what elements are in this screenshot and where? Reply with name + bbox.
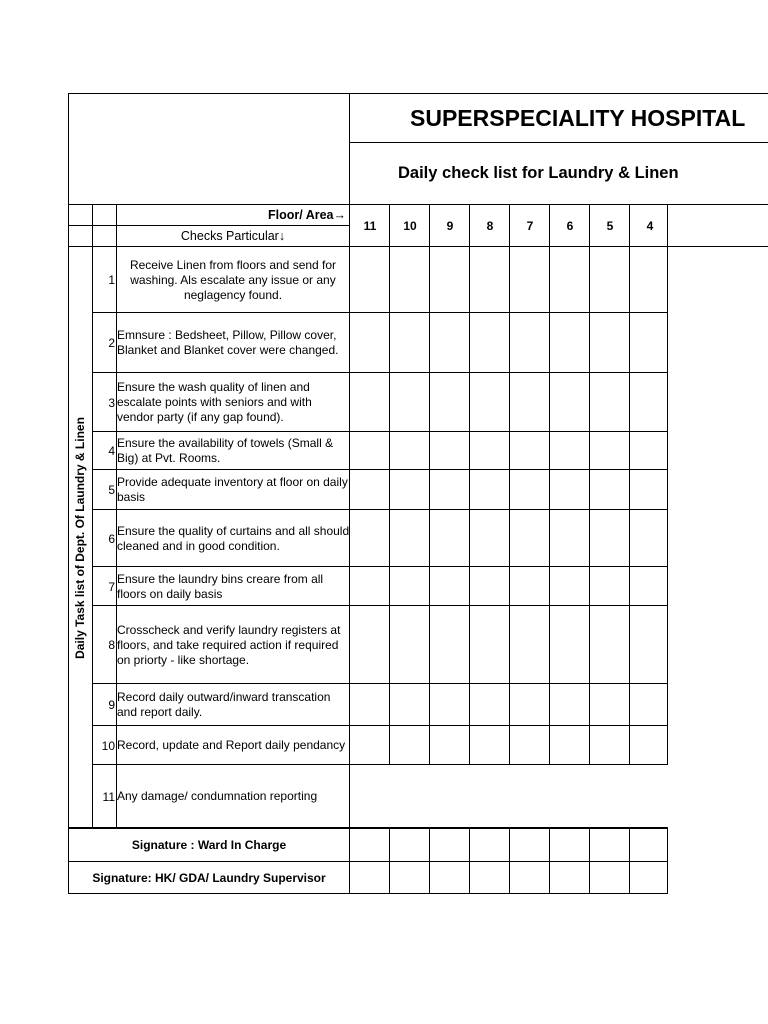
grid-line (589, 204, 590, 765)
grid-line (629, 204, 630, 765)
grid-line (92, 431, 668, 432)
checklist-subtitle: Daily check list for Laundry & Linen (398, 164, 679, 182)
floor-number: 8 (486, 219, 494, 233)
floor-number: 11 (363, 219, 377, 233)
floor-number: 10 (403, 219, 417, 233)
grid-line (92, 725, 668, 726)
hospital-title: SUPERSPECIALITY HOSPITAL (410, 105, 746, 131)
task-number: 10 (101, 738, 115, 753)
grid-line (68, 225, 350, 226)
grid-line (92, 469, 668, 470)
task-number: 7 (108, 579, 115, 594)
checks-particular-header: Checks Particular↓ (180, 229, 286, 243)
floor-number: 6 (566, 219, 574, 233)
grid-line (429, 204, 430, 765)
grid-line (389, 828, 390, 894)
grid-line (350, 142, 768, 143)
task-description: Record daily outward/inward transcation and report daily. (117, 690, 331, 719)
task-description: Provide adequate inventory at floor on daily basis (117, 475, 348, 504)
task-description: Record, update and Report daily pendancy (117, 738, 346, 752)
task-number: 9 (108, 698, 115, 712)
signature-label: Signature: HK/ GDA/ Laundry Supervisor (92, 870, 326, 885)
side-task-label-text: Daily Task list of Dept. Of Laundry & Linen (73, 417, 87, 659)
floor-number: 4 (646, 219, 654, 233)
grid-line (92, 204, 93, 829)
floor-area-header: Floor/ Area→ (267, 208, 346, 222)
task-description: Receive Linen from floors and send for washing. Als escalate any issue or any neglagency found. (129, 257, 337, 302)
task-description: Crosscheck and verify laundry registers at floors, and take required action if required on priorty - like shortage. (117, 622, 341, 667)
grid-line (92, 372, 668, 373)
grid-line (429, 828, 430, 894)
grid-line (667, 204, 668, 765)
grid-line (629, 828, 630, 894)
task-number: 1 (108, 273, 115, 287)
task-description: Ensure the wash quality of linen and escalate points with seniors and with vendor party (if any gap found). (117, 380, 312, 424)
grid-line (667, 828, 668, 894)
grid-line (68, 93, 69, 894)
task-number: 5 (108, 483, 115, 497)
grid-line (68, 93, 768, 94)
task-description: Any damage/ condumnation reporting (117, 789, 318, 803)
grid-line (68, 204, 768, 205)
task-description: Emnsure : Bedsheet, Pillow, Pillow cover, Blanket and Blanket cover were changed. (117, 328, 339, 357)
floor-number: 7 (526, 219, 534, 233)
grid-line (92, 566, 668, 567)
grid-line (92, 683, 668, 684)
floor-number: 9 (446, 219, 454, 233)
floor-number: 5 (606, 219, 614, 233)
grid-line (92, 764, 668, 765)
task-number: 4 (108, 444, 115, 458)
grid-line (549, 204, 550, 765)
grid-line (68, 246, 768, 247)
task-description: Ensure the quality of curtains and all should cleaned and in good condition. (117, 523, 350, 553)
grid-line (549, 828, 550, 894)
side-task-label (68, 248, 92, 828)
grid-line (509, 204, 510, 765)
task-number: 3 (108, 395, 115, 410)
grid-line (589, 828, 590, 894)
grid-line (389, 204, 390, 765)
grid-line (92, 605, 668, 606)
grid-line (509, 828, 510, 894)
grid-line (116, 204, 117, 829)
task-number: 11 (102, 789, 115, 804)
task-description: Ensure the laundry bins creare from all floors on daily basis (117, 571, 324, 601)
grid-line (92, 509, 668, 510)
signature-label: Signature : Ward In Charge (131, 838, 287, 852)
task-number: 6 (108, 531, 115, 546)
task-number: 8 (108, 638, 115, 652)
grid-line (92, 312, 668, 313)
grid-line (68, 893, 668, 894)
grid-line (68, 861, 668, 862)
task-description: Ensure the availability of towels (Small & Big) at Pvt. Rooms. (117, 436, 334, 465)
grid-line (469, 204, 470, 765)
grid-line (68, 828, 668, 829)
task-number: 2 (108, 336, 115, 350)
grid-line (349, 93, 350, 894)
grid-line (469, 828, 470, 894)
